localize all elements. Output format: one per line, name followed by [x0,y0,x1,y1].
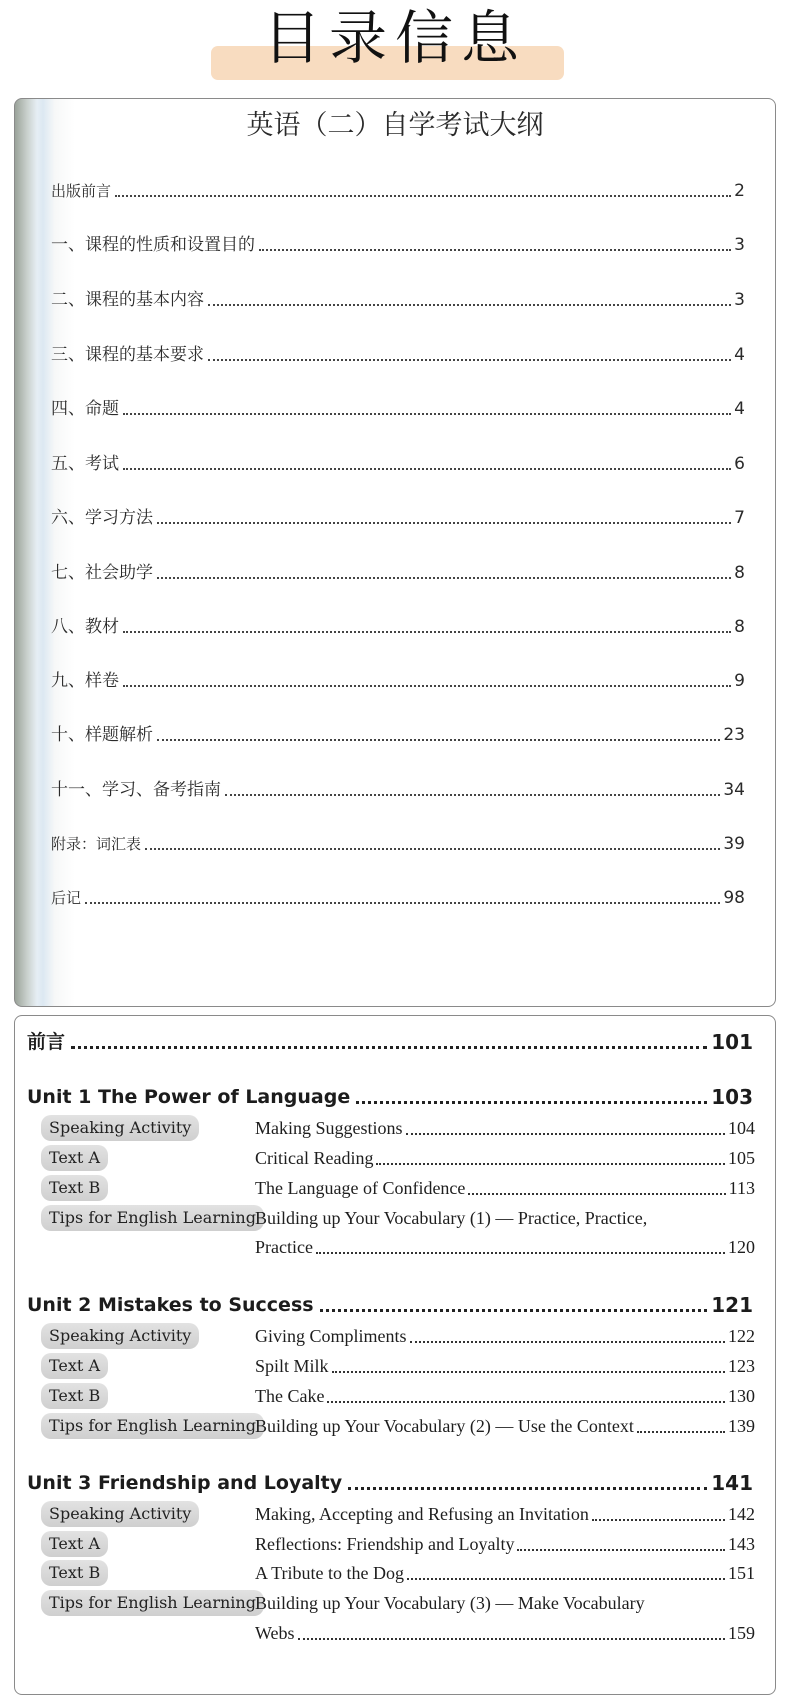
entry-title-continued: Webs [255,1623,295,1643]
toc-row [51,343,745,367]
toc-row [51,452,745,476]
unit-page: 121 [711,1293,753,1317]
unit-page: 141 [711,1471,753,1495]
entry-title: The Language of Confidence [255,1178,466,1198]
entry-title: Critical Reading [255,1148,374,1168]
section-tag: Speaking Activity [41,1115,199,1141]
unit-entry [27,1588,753,1618]
toc-label: 五、考试 [51,454,119,474]
entry-title: Reflections: Friendship and Loyalty [255,1534,515,1554]
unit-heading [27,1469,753,1497]
entry-page: 120 [728,1237,755,1257]
dot-leader [157,522,731,524]
dot-leader [316,1252,725,1254]
toc-label: 后记 [51,889,82,907]
entry-page: 123 [728,1356,755,1376]
section-tag: Text B [41,1175,108,1201]
dot-leader [410,1341,725,1343]
unit-title: Unit 2 Mistakes to Success [27,1294,314,1316]
section-tag: Speaking Activity [41,1501,199,1527]
dot-leader [123,685,731,687]
toc-page: 4 [734,399,745,419]
preface-row [27,1028,753,1056]
unit-title: Unit 1 The Power of Language [27,1086,351,1108]
unit-entry [27,1558,753,1588]
dot-leader [208,359,731,361]
toc-page: 39 [723,834,745,854]
unit-heading [27,1291,753,1319]
toc-row [51,233,745,257]
unit-entry [27,1321,753,1351]
dot-leader [517,1549,725,1551]
toc-row [51,179,745,203]
entry-page: 104 [728,1118,755,1138]
page-title: 目录信息 [262,4,527,72]
dot-leader [592,1519,725,1521]
toc-row [51,506,745,530]
entry-page: 159 [728,1623,755,1643]
dot-leader [71,1046,707,1049]
section-tag: Text B [41,1560,108,1586]
toc-page: 98 [723,888,745,908]
dot-leader [468,1193,725,1195]
unit-entry [27,1351,753,1381]
toc-row [51,778,745,802]
entry-page: 139 [728,1416,755,1436]
entry-page: 105 [728,1148,755,1168]
dot-leader [298,1638,725,1640]
unit-entry-continued [27,1618,753,1648]
dot-leader [332,1371,725,1373]
entry-title: Spilt Milk [255,1356,329,1376]
preface-label: 前言 [27,1031,66,1053]
toc-row [51,288,745,312]
toc-page: 7 [734,508,745,528]
entry-title: Making Suggestions [255,1118,403,1138]
textbook-toc-panel [14,1015,776,1695]
unit-entry [27,1529,753,1559]
toc-row [51,886,745,910]
unit-title: Unit 3 Friendship and Loyalty [27,1472,343,1494]
toc-label: 一、课程的性质和设置目的 [51,235,255,255]
header-banner [0,0,790,92]
dot-leader [157,577,731,579]
section-tag: Text B [41,1383,108,1409]
entry-page: 113 [728,1178,755,1198]
unit-heading [27,1083,753,1111]
unit-entry-continued [27,1232,753,1262]
unit-entry [27,1203,753,1233]
entry-page: 142 [728,1504,755,1524]
toc-page: 3 [734,290,745,310]
dot-leader [348,1487,707,1490]
toc-page: 2 [734,181,745,201]
dot-leader [123,468,731,470]
dot-leader [157,739,720,741]
dot-leader [225,794,720,796]
section-tag: Tips for English Learning [41,1205,264,1231]
entry-title: The Cake [255,1386,325,1406]
entry-page: 143 [728,1534,755,1554]
toc-page: 3 [734,235,745,255]
toc-page: 8 [734,617,745,637]
section-tag: Speaking Activity [41,1323,199,1349]
entry-title: Building up Your Vocabulary (3) — Make Vocabulary [255,1593,645,1613]
toc-label: 四、命题 [51,399,119,419]
toc-label: 八、教材 [51,617,119,637]
dot-leader [123,631,731,633]
unit-page: 103 [711,1085,753,1109]
entry-page: 151 [728,1563,755,1583]
dot-leader [115,195,731,197]
toc-label: 六、学习方法 [51,508,153,528]
unit-entry [27,1381,753,1411]
toc-label: 出版前言 [51,182,112,200]
dot-leader [259,249,731,251]
toc-row [51,832,745,856]
syllabus-toc-panel [14,98,776,1007]
entry-title: Building up Your Vocabulary (1) — Practice, Practice, [255,1208,648,1228]
toc-label: 三、课程的基本要求 [51,345,204,365]
section-tag: Tips for English Learning [41,1413,264,1439]
entry-title: A Tribute to the Dog [255,1563,405,1583]
toc-page: 23 [723,725,745,745]
section-tag: Text A [41,1531,108,1557]
toc-row [51,723,745,747]
unit-entry [27,1113,753,1143]
dot-leader [356,1101,707,1104]
dot-leader [406,1133,725,1135]
dot-leader [208,304,731,306]
toc-label: 二、课程的基本内容 [51,290,204,310]
toc-label: 七、社会助学 [51,563,153,583]
toc-row [51,397,745,421]
toc-label: 九、样卷 [51,671,119,691]
dot-leader [85,902,720,904]
dot-leader [407,1578,725,1580]
unit-entry [27,1499,753,1529]
toc-page: 34 [723,780,745,800]
dot-leader [637,1431,725,1433]
entry-page: 122 [728,1326,755,1346]
toc-row [51,615,745,639]
section-tag: Text A [41,1353,108,1379]
unit-entry [27,1411,753,1441]
entry-title: Building up Your Vocabulary (2) — Use the Context [255,1416,634,1436]
section-tag: Tips for English Learning [41,1590,264,1616]
dot-leader [327,1401,725,1403]
toc-page: 6 [734,454,745,474]
toc-page: 8 [734,563,745,583]
preface-page: 101 [711,1030,753,1054]
toc-label: 十、样题解析 [51,725,153,745]
toc-row [51,669,745,693]
toc-page: 9 [734,671,745,691]
unit-entry [27,1173,753,1203]
unit-entry [27,1143,753,1173]
section-tag: Text A [41,1145,108,1171]
toc-label: 十一、学习、备考指南 [51,780,221,800]
entry-title-continued: Practice [255,1237,313,1257]
dot-leader [123,413,731,415]
entry-page: 130 [728,1386,755,1406]
dot-leader [320,1309,708,1312]
entry-title: Making, Accepting and Refusing an Invitation [255,1504,589,1524]
dot-leader [145,848,720,850]
toc-page: 4 [734,345,745,365]
entry-title: Giving Compliments [255,1326,407,1346]
toc-label: 附录：词汇表 [51,835,142,853]
dot-leader [376,1163,725,1165]
syllabus-title: 英语（二）自学考试大纲 [246,110,544,141]
toc-row [51,561,745,585]
